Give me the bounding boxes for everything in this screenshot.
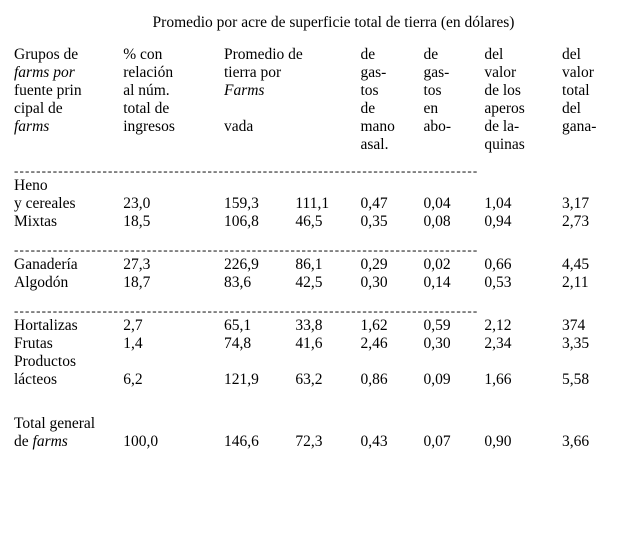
header-line: gas-	[423, 63, 450, 81]
header-line: de	[423, 46, 439, 63]
cell-land-cultivated: 63,2	[295, 370, 323, 388]
header-line: de	[360, 46, 376, 63]
cell-land-cultivated: 33,8	[295, 316, 323, 334]
row-gap	[14, 231, 623, 243]
cell-land-total: 65,1	[223, 316, 252, 334]
header-line: de	[360, 99, 376, 117]
separator-row	[14, 243, 623, 256]
header-line: total de	[123, 99, 170, 117]
header-line: de la-	[484, 117, 520, 135]
header-line: Promedio de	[223, 46, 303, 63]
separator-row	[14, 304, 623, 317]
cell-land-cultivated: 42,5	[295, 273, 323, 291]
cell-fertilizer: 0,59	[423, 316, 451, 334]
cell-machinery: 2,12	[484, 316, 512, 334]
cell-livestock: 4,45	[562, 255, 590, 273]
cell-livestock: 2,11	[562, 273, 589, 291]
cell-percent: 23,0	[123, 194, 151, 212]
table-row	[14, 213, 623, 231]
header-line: gana-	[562, 117, 597, 135]
cell-land-cultivated: 46,5	[295, 212, 323, 230]
header-col-percent	[123, 46, 224, 154]
row-label: Algodón	[14, 273, 69, 291]
cell-land-cultivated: 41,6	[295, 334, 323, 352]
header-line: del	[562, 46, 581, 63]
header-line	[224, 100, 360, 118]
row-label-prefix: de	[14, 432, 33, 450]
table-row	[14, 195, 623, 213]
header-line: al núm.	[123, 81, 170, 99]
table-row	[14, 353, 623, 371]
cell-fertilizer: 0,30	[423, 334, 451, 352]
cell-machinery: 2,34	[484, 334, 512, 352]
header-line: del	[562, 99, 581, 117]
cell-percent: 6,2	[123, 370, 143, 388]
cell-livestock: 374	[562, 316, 586, 334]
header-line: fuente prin	[14, 81, 82, 99]
header-col-average-land	[224, 46, 360, 154]
header-col-livestock-value	[562, 46, 623, 154]
header-line: abo-	[423, 117, 452, 135]
header-line: relación	[123, 63, 174, 81]
header-line: farms por	[14, 63, 75, 81]
row-label: Frutas	[14, 334, 53, 352]
header-line: aperos	[484, 99, 525, 117]
data-table	[14, 46, 623, 450]
cell-labor: 0,47	[360, 194, 388, 212]
table-row	[14, 371, 623, 389]
cell-labor: 0,30	[360, 273, 388, 291]
table-row	[14, 177, 623, 195]
table-row-total	[14, 415, 623, 433]
cell-livestock: 5,58	[562, 370, 590, 388]
cell-labor: 0,86	[360, 370, 388, 388]
header-line: tierra por	[223, 63, 282, 81]
separator-row	[14, 164, 623, 177]
cell-machinery: 1,66	[484, 370, 512, 388]
cell-fertilizer: 0,14	[423, 273, 451, 291]
cell-livestock: 3,35	[562, 334, 590, 352]
table-row-total	[14, 433, 623, 451]
cell-percent: 100,0	[123, 432, 159, 450]
separator-line: ------------------------------------------------------------------------------------	[14, 163, 479, 177]
cell-land-total: 146,6	[223, 432, 259, 450]
header-line: Grupos de	[14, 46, 79, 63]
cell-land-cultivated: 72,3	[295, 432, 323, 450]
cell-fertilizer: 0,04	[423, 194, 451, 212]
cell-machinery: 0,90	[484, 432, 512, 450]
header-line: farms	[14, 117, 50, 135]
cell-labor: 0,43	[360, 432, 388, 450]
header-line: ingresos	[123, 117, 175, 135]
header-line: en	[423, 99, 439, 117]
cell-land-total: 226,9	[223, 255, 259, 273]
row-label: Total general	[14, 414, 96, 432]
page-title: Promedio por acre de superficie total de tierra (en dólares)	[152, 14, 515, 31]
header-line: % con	[123, 46, 163, 63]
table-row	[14, 256, 623, 274]
header-line: valor	[562, 63, 594, 81]
row-label: lácteos	[14, 370, 58, 388]
cell-fertilizer: 0,09	[423, 370, 451, 388]
table-row	[14, 274, 623, 292]
cell-land-cultivated: 111,1	[295, 194, 330, 212]
cell-livestock: 3,17	[562, 194, 590, 212]
header-gap	[14, 154, 623, 164]
cell-fertilizer: 0,07	[423, 432, 451, 450]
row-label: y cereales	[14, 194, 76, 212]
cell-percent: 27,3	[123, 255, 151, 273]
header-col-groups	[14, 46, 123, 154]
row-gap	[14, 292, 623, 304]
header-line: tos	[360, 81, 379, 99]
cell-labor: 0,35	[360, 212, 388, 230]
cell-land-cultivated: 86,1	[295, 255, 323, 273]
cell-land-total: 83,6	[223, 273, 252, 291]
cell-livestock: 3,66	[562, 432, 590, 450]
header-col-fertilizer-expense	[423, 46, 484, 154]
row-gap	[14, 389, 623, 415]
row-label: Heno	[14, 176, 48, 194]
cell-machinery: 0,66	[484, 255, 512, 273]
table-row	[14, 317, 623, 335]
cell-fertilizer: 0,02	[423, 255, 451, 273]
cell-percent: 1,4	[123, 334, 143, 352]
header-line: Farms	[223, 81, 265, 99]
cell-machinery: 1,04	[484, 194, 512, 212]
table-header-row	[14, 46, 623, 154]
cell-percent: 18,7	[123, 273, 151, 291]
header-col-labor-expense	[360, 46, 423, 154]
cell-land-total: 159,3	[223, 194, 259, 212]
cell-machinery: 0,53	[484, 273, 512, 291]
header-line: de los	[484, 81, 521, 99]
cell-land-total: 106,8	[223, 212, 259, 230]
header-line: vada	[223, 117, 254, 135]
row-label: Ganadería	[14, 255, 78, 273]
row-label-italic: farms	[32, 432, 68, 450]
header-line: mano	[360, 117, 395, 135]
cell-land-total: 121,9	[223, 370, 259, 388]
header-line: tos	[423, 81, 442, 99]
header-line: valor	[484, 63, 517, 81]
cell-labor: 2,46	[360, 334, 388, 352]
header-line: total	[562, 81, 590, 99]
header-line: cipal de	[14, 99, 63, 117]
table-row	[14, 335, 623, 353]
separator-line: ------------------------------------------------------------------------------------	[14, 303, 479, 317]
header-line: quinas	[484, 135, 525, 153]
cell-fertilizer: 0,08	[423, 212, 451, 230]
header-line: asal.	[360, 135, 389, 153]
header-line: del	[484, 46, 504, 63]
header-line: gas-	[360, 63, 387, 81]
cell-percent: 18,5	[123, 212, 151, 230]
row-label: Mixtas	[14, 212, 58, 230]
header-col-machinery-value	[484, 46, 562, 154]
cell-machinery: 0,94	[484, 212, 512, 230]
cell-livestock: 2,73	[562, 212, 590, 230]
cell-land-total: 74,8	[223, 334, 252, 352]
cell-labor: 1,62	[360, 316, 388, 334]
row-label	[14, 433, 123, 451]
row-label: Productos	[14, 352, 76, 370]
cell-labor: 0,29	[360, 255, 388, 273]
row-label: Hortalizas	[14, 316, 78, 334]
cell-percent: 2,7	[123, 316, 143, 334]
separator-line: ------------------------------------------------------------------------------------	[14, 242, 479, 256]
